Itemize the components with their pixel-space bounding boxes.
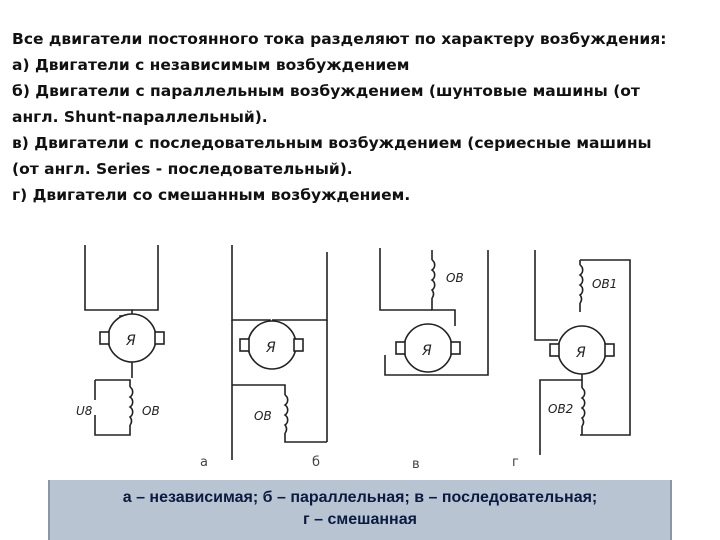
caption-line-2: г – смешанная: [303, 511, 417, 528]
intro-line: Все двигатели постоянного тока разделяют по характеру возбуждения:: [12, 30, 667, 48]
ov-label-b: ОВ: [254, 409, 272, 423]
armature-label-a: Я: [126, 333, 136, 349]
schematic-g: [535, 250, 630, 455]
schematic-b: [232, 245, 327, 460]
ov-label-a: ОВ: [142, 404, 160, 418]
item-b: б) Двигатели с параллельным возбуждением (шунтовые машины (от: [12, 82, 640, 100]
item-b-cont: англ. Shunt-параллельный).: [12, 108, 268, 126]
label-b: б: [312, 455, 321, 470]
caption-box: [48, 480, 672, 540]
item-v-cont: (от англ. Series - последовательный).: [12, 160, 353, 178]
item-v: в) Двигатели с последовательным возбуждением (сериесные машины: [12, 134, 652, 152]
label-a: а: [200, 455, 208, 470]
armature-label-b: Я: [266, 340, 276, 356]
label-v: в: [412, 457, 420, 472]
armature-label-g: Я: [576, 345, 586, 361]
ov1-label-g: ОВ1: [592, 277, 618, 291]
schematic-v: [380, 248, 488, 375]
armature-label-v: Я: [422, 343, 432, 359]
item-a: а) Двигатели с независимым возбуждением: [12, 56, 410, 74]
motor-schematics: [0, 230, 720, 480]
item-g: г) Двигатели со смешанным возбуждением.: [12, 186, 411, 204]
label-g: г: [512, 455, 519, 470]
ov-label-v: ОВ: [446, 271, 464, 285]
supply-label-a: U8: [76, 404, 93, 418]
caption-line-1: а – независимая; б – параллельная; в – последовательная;: [122, 489, 598, 506]
schematic-a: [76, 245, 164, 435]
ov2-label-g: ОВ2: [548, 402, 574, 416]
description-text: [12, 26, 712, 208]
